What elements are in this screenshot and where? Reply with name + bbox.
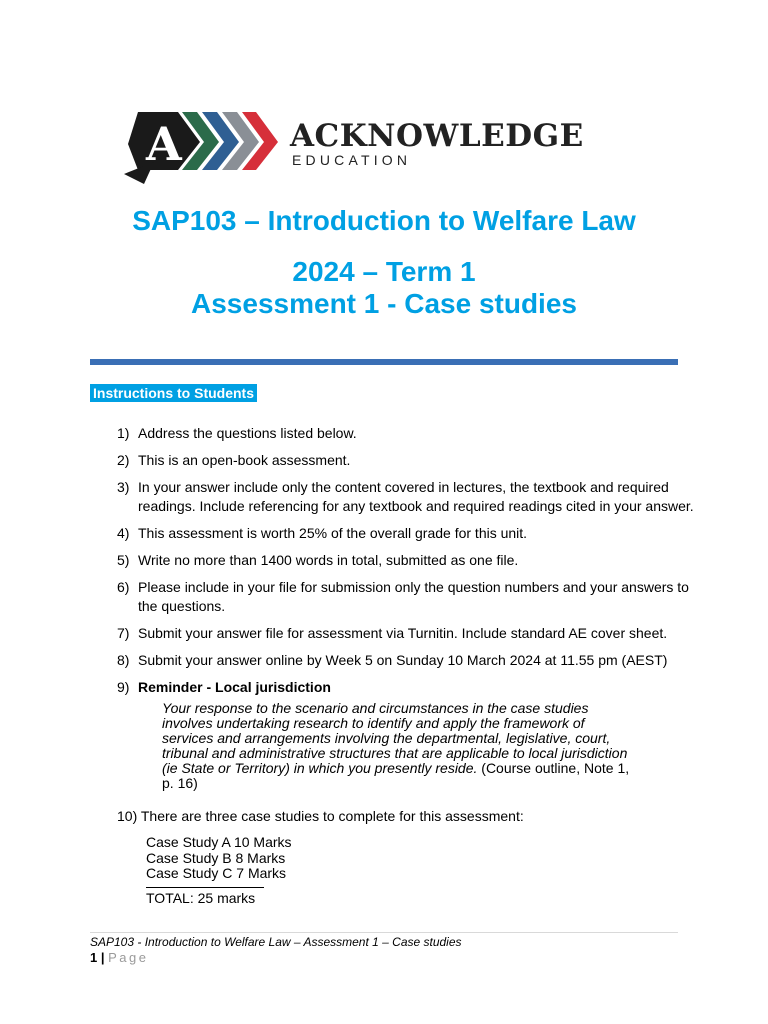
instructions-list bbox=[117, 424, 697, 908]
page-number-value: 1 bbox=[90, 950, 98, 965]
logo-subtitle: EDUCATION bbox=[292, 152, 412, 168]
list-item-text: In your answer include only the content covered in lectures, the textbook and required readings. Include referencing for any textbook and required readings cited in your answer. bbox=[138, 479, 694, 514]
list-item bbox=[117, 624, 697, 643]
reminder-heading: Reminder - Local jurisdiction bbox=[138, 679, 331, 695]
case-study-a-marks: Case Study A 10 Marks bbox=[146, 834, 292, 850]
list-item bbox=[117, 651, 697, 670]
footer-title: SAP103 - Introduction to Welfare Law – Assessment 1 – Case studies bbox=[90, 935, 462, 949]
list-item-number: 8) bbox=[117, 652, 130, 668]
reminder-reference: (Course outline, Note 1, p. 16) bbox=[162, 760, 630, 791]
list-item bbox=[117, 551, 697, 570]
list-item bbox=[117, 451, 697, 470]
total-underline bbox=[146, 886, 264, 888]
acknowledge-logo bbox=[124, 104, 634, 188]
case-study-b-marks: Case Study B 8 Marks bbox=[146, 849, 286, 866]
list-item-text: This is an open-book assessment. bbox=[138, 452, 351, 468]
footer-divider bbox=[90, 932, 678, 933]
page-label: Page bbox=[108, 950, 149, 965]
list-item-number: 3) bbox=[117, 479, 130, 495]
list-item-text: Submit your answer online by Week 5 on Sunday 10 March 2024 at 11.55 pm (AEST) bbox=[138, 652, 668, 668]
list-item-number: 5) bbox=[117, 552, 130, 568]
instructions-heading: Instructions to Students bbox=[90, 384, 257, 402]
page-separator: | bbox=[97, 950, 109, 965]
list-item bbox=[117, 524, 697, 543]
list-item bbox=[117, 678, 697, 697]
page-number bbox=[90, 950, 148, 965]
list-item bbox=[117, 578, 697, 616]
list-item-text: 10) There are three case studies to complete for this assessment: bbox=[117, 808, 524, 824]
list-item-number: 1) bbox=[117, 425, 130, 441]
total-marks: TOTAL: 25 marks bbox=[146, 889, 256, 906]
reminder-italic-text: Your response to the scenario and circumstances in the case studies involves undertaking research to identify and apply the framework of services and arrangements involving the departmental, legislative, court, tribunal and administrative structures that are applicable to local jurisdiction (ie State or Territory) in which you presently reside. bbox=[162, 700, 628, 776]
list-item-text: This assessment is worth 25% of the overall grade for this unit. bbox=[138, 525, 528, 541]
list-item-text: Submit your answer file for assessment via Turnitin. Include standard AE cover sheet. bbox=[138, 625, 668, 641]
list-item bbox=[117, 807, 697, 826]
list-item-text: Please include in your file for submission only the question numbers and your answers to the questions. bbox=[138, 579, 689, 614]
list-item-number: 6) bbox=[117, 579, 130, 595]
case-study-marks bbox=[146, 835, 697, 882]
list-item-number: 2) bbox=[117, 452, 130, 468]
list-item-text: Address the questions listed below. bbox=[138, 425, 357, 441]
term-title: 2024 – Term 1 bbox=[292, 256, 476, 287]
course-title: SAP103 – Introduction to Welfare Law bbox=[132, 205, 636, 236]
list-item-number: 7) bbox=[117, 625, 130, 641]
logo-brand-name: ACKNOWLEDGE bbox=[290, 118, 584, 154]
list-item bbox=[117, 478, 697, 516]
acknowledge-logo-mark-icon bbox=[124, 104, 284, 188]
svg-text:A: A bbox=[146, 117, 182, 171]
list-item-number: 9) bbox=[117, 679, 130, 695]
list-item bbox=[117, 424, 697, 443]
assessment-title: Assessment 1 - Case studies bbox=[191, 288, 577, 319]
reminder-note bbox=[162, 701, 632, 791]
divider-rule bbox=[90, 359, 678, 365]
list-item-number: 4) bbox=[117, 525, 130, 541]
case-study-c-marks: Case Study C 7 Marks bbox=[146, 865, 287, 881]
list-item-text: Write no more than 1400 words in total, submitted as one file. bbox=[138, 552, 519, 568]
